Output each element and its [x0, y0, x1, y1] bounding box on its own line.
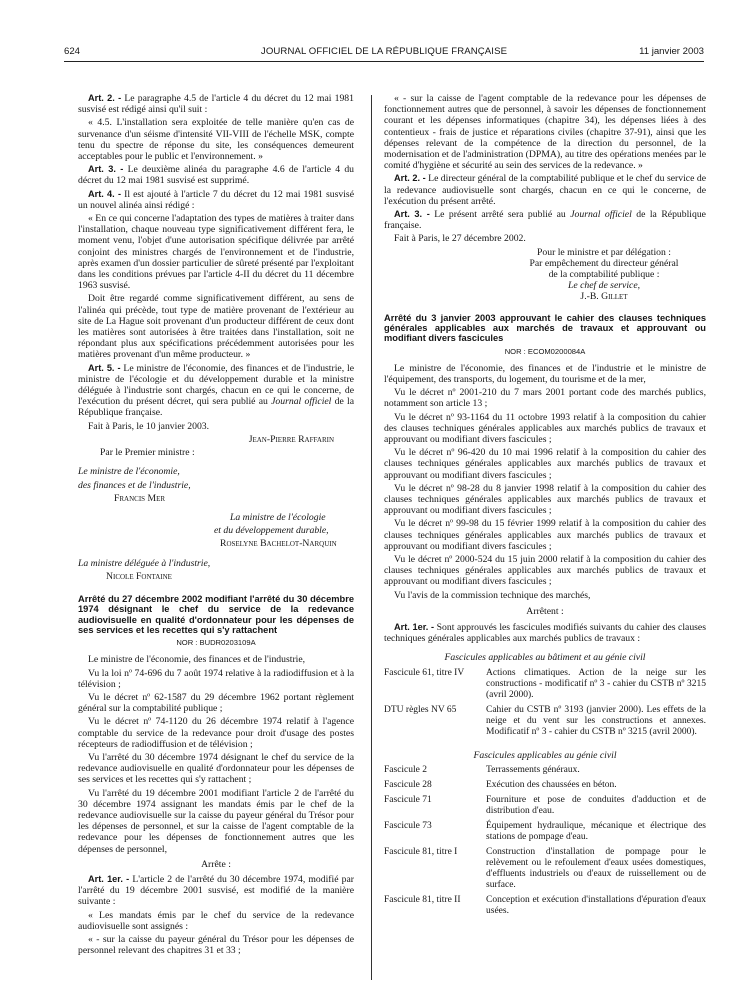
arrete-title: Arrêté du 27 décembre 2002 modifiant l'arrêté du 30 décembre 1974 désignant le chef du service de la redevance audiovisuelle en qualité d'ordonnateur pour les dépenses de ses services et les recettes qui s'y rattachent	[78, 593, 354, 635]
arrete-title: Arrêté du 3 janvier 2003 approuvant le cahier des clauses techniques générales applicables aux marchés de travaux et approuvant ou modifiant divers fascicules	[384, 312, 706, 344]
article-text: Le paragraphe 4.5 de l'article 4 du décret du 12 mai 1981 susvisé est rédigé ainsi qu'il suit :	[78, 93, 354, 116]
article-text: de la République française.	[78, 396, 354, 419]
fascicules-table-genie-civil	[384, 765, 706, 921]
visa: Vu le décret nº 96-420 du 10 mai 1996 relatif à la composition du cahier des clauses techniques générales applicables aux marchés publics de travaux et approuvant ou modifiant divers fascicules ;	[384, 447, 706, 481]
article-1-quote-1: « Les mandats émis par le chef du service de la redevance audiovisuelle sont assignés :	[78, 909, 354, 932]
fascicule-description: Conception et exécution d'installations d'épuration d'eaux usées.	[486, 894, 706, 916]
issue-date: 11 janvier 2003	[639, 46, 704, 57]
visa: Vu la loi nº 74-696 du 7 août 1974 relative à la radiodiffusion et à la télévision ;	[78, 667, 354, 690]
article-label: Art. 5. -	[88, 362, 121, 373]
fascicule-row	[384, 765, 706, 780]
signature-line	[502, 280, 706, 291]
article-label: Art. 2. -	[88, 93, 122, 103]
fascicule-name: Fascicule 71	[384, 794, 432, 805]
fait-a-paris: Fait à Paris, le 10 janvier 2003.	[88, 420, 210, 432]
article-3	[384, 209, 706, 231]
visa: Vu l'arrêté du 30 décembre 1974 désignant le chef du service de la redevance audiovisuelle en qualité d'ordonnateur pour les dépenses de ses services et les recettes qui s'y rattachent ;	[78, 751, 354, 786]
article-2	[78, 93, 354, 115]
article-text: Il est ajouté à l'article 7 du décret du 12 mai 1981 susvisé un nouvel alinéa ainsi rédigé :	[78, 188, 354, 211]
minister-economy-name: Francis Mer	[114, 492, 166, 504]
article-1	[78, 874, 354, 908]
signature-line: Par empêchement du directeur général	[529, 257, 679, 269]
minister-title-line: Le ministre de l'économie,	[78, 466, 180, 478]
signature-line: Pour le ministre et par délégation :	[537, 246, 671, 258]
journal-title: JOURNAL OFFICIEL DE LA RÉPUBLIQUE FRANÇAISE	[260, 46, 508, 57]
section-genie-civil: Fascicules applicables au génie civil	[473, 749, 617, 761]
visa: Vu le décret nº 93-1164 du 11 octobre 1993 relatif à la composition du cahier des clauses techniques générales applicables aux marchés publics de travaux et approuvant ou modifiant divers fascicules ;	[384, 411, 706, 445]
visa: Vu le décret nº 2001-210 du 7 mars 2001 portant code des marchés publics, notamment son article 13 ;	[384, 387, 706, 410]
fascicule-row	[384, 847, 706, 895]
arretent-heading: Arrêtent :	[526, 605, 564, 617]
article-1	[384, 622, 706, 644]
article-text: L'article 2 de l'arrêté du 30 décembre 1974, modifié par l'arrêté du 19 décembre 2001 susvisé, est modifié de la manière suivante :	[78, 873, 355, 908]
signatory-prime-minister: Jean-Pierre Raffarin	[248, 433, 334, 445]
article-label: Art. 4. -	[88, 188, 121, 199]
fascicule-row	[384, 795, 706, 821]
column-divider	[371, 95, 372, 980]
fascicule-description: Exécution des chaussées en béton.	[486, 779, 617, 790]
fascicule-row	[384, 668, 706, 705]
article-4	[78, 189, 354, 211]
fascicule-name: Fascicule 28	[384, 779, 432, 790]
article-label: Art. 3. -	[88, 164, 124, 175]
fascicule-description: Actions climatiques. Action de la neige sur les constructions - modificatif nº 3 - cahier du CSTB nº 3215 (avril 2000).	[486, 667, 706, 700]
visa: Vu le décret nº 99-98 du 15 février 1999 relatif à la composition du cahier des clauses techniques générales applicables aux marchés publics de travaux et approuvant ou modifiant divers fascicules ;	[384, 518, 706, 552]
visa: Le ministre de l'économie, des finances et de l'industrie et le ministre de l'équipement, des transports, du logement, du tourisme et de la mer,	[384, 362, 706, 385]
article-text: Le directeur général de la comptabilité publique et le chef du service de la redevance audiovisuelle sont chargés, chacun en ce qui le concerne, de l'exécution du présent arrêté.	[384, 173, 706, 207]
right-column	[384, 93, 706, 921]
article-1-quote-2: « - sur la caisse du payeur général du Trésor pour les dépenses de personnel relevant des chapitres 31 et 33 ;	[78, 933, 354, 957]
fascicule-name: Fascicule 61, titre IV	[384, 667, 465, 678]
visa: Vu l'arrêté du 19 décembre 2001 modifiant l'article 2 de l'arrêté du 30 décembre 1974 assignant les mandats émis par le chef de la redevance audiovisuelle sur la caisse du payeur général du Trésor pour les dépenses de personnel, et sur la caisse de l'agent comptable de la redevance pour les dépenses de fonctionnement autres que les dépenses de personnel,	[78, 787, 354, 855]
minister-ecology-title-2	[78, 525, 354, 536]
left-column	[78, 93, 354, 958]
article-text: Le présent arrêté sera publié au	[429, 209, 571, 221]
article-4-quote-1: « En ce qui concerne l'adaptation des types de matières à traiter dans l'installation, chaque nouveau type significativement différent fera, le moment venu, l'objet d'une autorisation spécifique délivrée par arrêté conjoint des ministres chargés de l'environnement et de l'industrie, après examen d'un dossier particulier de sûreté présenté par l'exploitant dans les conditions prévues par l'article 4-II du décret du 11 décembre 1963 susvisé.	[78, 213, 354, 292]
visa: Vu le décret nº 74-1120 du 26 décembre 1974 relatif à l'agence comptable du service de la redevance pour droit d'usage des postes récepteurs de radiodiffusion et de télévision ;	[78, 716, 354, 750]
fait-a-paris: Fait à Paris, le 27 décembre 2002.	[394, 233, 526, 245]
minister-economy-title	[78, 466, 354, 477]
fascicule-row	[384, 780, 706, 795]
nor-reference: NOR : BUDR0203109A	[176, 638, 256, 648]
article-4-quote-2: Doit être regardé comme significativement différent, au sens de l'alinéa qui précède, tout type de matière provenant de l'extérieur au site de La Hague soit provenant d'un producteur différent de ceux dont les matières sont autorisées à être traitées dans l'installation, soit ne répondant plus aux spécifications précédemment autorisées pour les matières provenant d'un même producteur. »	[78, 293, 354, 361]
minister-industry-name: Nicole Fontaine	[106, 570, 172, 582]
article-text: Le deuxième alinéa du paragraphe 4.6 de l'article 4 du décret du 12 mai 1981 susvisé est supprimé.	[78, 164, 355, 187]
article-text: de la République française.	[384, 209, 706, 232]
fascicule-name: Fascicule 2	[384, 764, 428, 775]
section-batiment-genie-civil: Fascicules applicables au bâtiment et au génie civil	[444, 652, 646, 664]
par-le-premier-ministre: Par le Premier ministre :	[100, 447, 195, 459]
fascicule-row	[384, 705, 706, 742]
minister-economy-title-2	[78, 480, 354, 491]
article-2-quote: « 4.5. L'installation sera exploitée de telle manière qu'en cas de survenance d'un séisme d'intensité VII-VIII de l'échelle MSK, compte tenu du spectre de réponse du site, les conséquences demeurent acceptables pour le public et l'environnement. »	[78, 117, 354, 163]
signatory-name: J.-B. Gillet	[580, 291, 628, 303]
article-3	[78, 164, 354, 186]
visa: Vu l'avis de la commission technique des marchés,	[394, 589, 591, 601]
fascicules-table-batiment	[384, 668, 706, 742]
minister-title-line: La ministre de l'écologie	[230, 511, 326, 523]
minister-industry-title	[78, 558, 354, 569]
signature-role: Le chef de service,	[567, 280, 641, 292]
fascicule-description: Cahier du CSTB nº 3193 (janvier 2000). Les effets de la neige et du vent sur les constructions et annexes. Modificatif nº 3 - cahier du CSTB nº 3215 (avril 2000).	[486, 704, 706, 737]
article-label: Art. 2. -	[394, 173, 426, 184]
article-text: Le ministre de l'économie, des finances et de l'industrie, le ministre de l'écologie et du développement durable et la ministre déléguée à l'industrie sont chargés, chacun en ce qui le concerne, de l'exécution du présent décret, qui sera publié au	[78, 362, 354, 408]
visa: Vu le décret nº 62-1587 du 29 décembre 1962 portant règlement général sur la comptabilité publique ;	[78, 691, 354, 715]
article-label: Art. 1er. -	[88, 873, 130, 884]
visa: Vu le décret nº 98-28 du 8 janvier 1998 relatif à la composition du cahier des clauses techniques générales applicables aux marchés publics de travaux et approuvant ou modifiant divers fascicules ;	[384, 482, 706, 517]
header-rule	[64, 61, 704, 62]
article-text: Sont approuvés les fascicules modifiés suivants du cahier des clauses techniques générales applicables aux marchés publics de travaux :	[384, 622, 707, 645]
fascicule-row	[384, 895, 706, 921]
journal-officiel-ref: Journal officiel	[271, 396, 332, 408]
fascicule-description: Construction d'installation de pompage pour le relèvement ou le refoulement d'eaux usées domestiques, d'effluents industriels ou d'eaux de ruissellement ou de surface.	[486, 846, 706, 890]
page-number: 624	[64, 46, 81, 57]
minister-title-line: et du développement durable,	[214, 525, 329, 537]
nor-reference: NOR : ECOM0200084A	[504, 346, 586, 356]
visa: Vu le décret nº 2000-524 du 15 juin 2000 relatif à la composition du cahier des clauses techniques générales applicables aux marchés publics de travaux et approuvant ou modifiant divers fascicules ;	[384, 554, 706, 588]
visa: Le ministre de l'économie, des finances et de l'industrie,	[88, 654, 306, 666]
minister-ecology-name: Roselyne Bachelot-Narquin	[220, 538, 337, 550]
article-2	[384, 173, 706, 207]
minister-title-line: des finances et de l'industrie,	[78, 479, 191, 491]
minister-ecology-title	[78, 512, 354, 523]
fascicule-description: Équipement hydraulique, mécanique et électrique des stations de pompage d'eau.	[486, 820, 706, 842]
fascicule-name: DTU règles NV 65	[384, 704, 457, 715]
signature-block	[502, 247, 706, 303]
minister-title-line: La ministre déléguée à l'industrie,	[78, 557, 211, 569]
fascicule-description: Fourniture et pose de conduites d'adduction et de distribution d'eau.	[486, 794, 706, 816]
fascicule-row	[384, 821, 706, 847]
article-label: Art. 1er. -	[394, 622, 435, 633]
fascicule-description: Terrassements généraux.	[486, 764, 580, 775]
fascicule-name: Fascicule 81, titre I	[384, 846, 458, 857]
page-header	[64, 46, 704, 60]
article-label: Art. 3. -	[394, 209, 430, 220]
article-5	[78, 363, 354, 419]
journal-officiel-ref: Journal officiel	[570, 209, 632, 221]
signature-line: de la comptabilité publique :	[548, 269, 660, 281]
fascicule-name: Fascicule 73	[384, 820, 432, 831]
arrete-heading: Arrête :	[201, 858, 231, 870]
article-1-quote-3: « - sur la caisse de l'agent comptable de la redevance pour les dépenses de fonctionnement autres que de personnel, à savoir les dépenses de fonctionnement courant et les dépenses informatiques (chapitre 34), les dépenses liées à des contentieux - frais de justice et réparations civiles (chapitre 37-91), ainsi que les dépenses relevant de la compétence de la direction du personnel, de la modernisation et de l'administration (DPMA), au titre des opérations menées par le comité d'hygiène et sécurité au sein des services de la redevance. »	[384, 93, 706, 172]
fascicule-name: Fascicule 81, titre II	[384, 894, 461, 905]
